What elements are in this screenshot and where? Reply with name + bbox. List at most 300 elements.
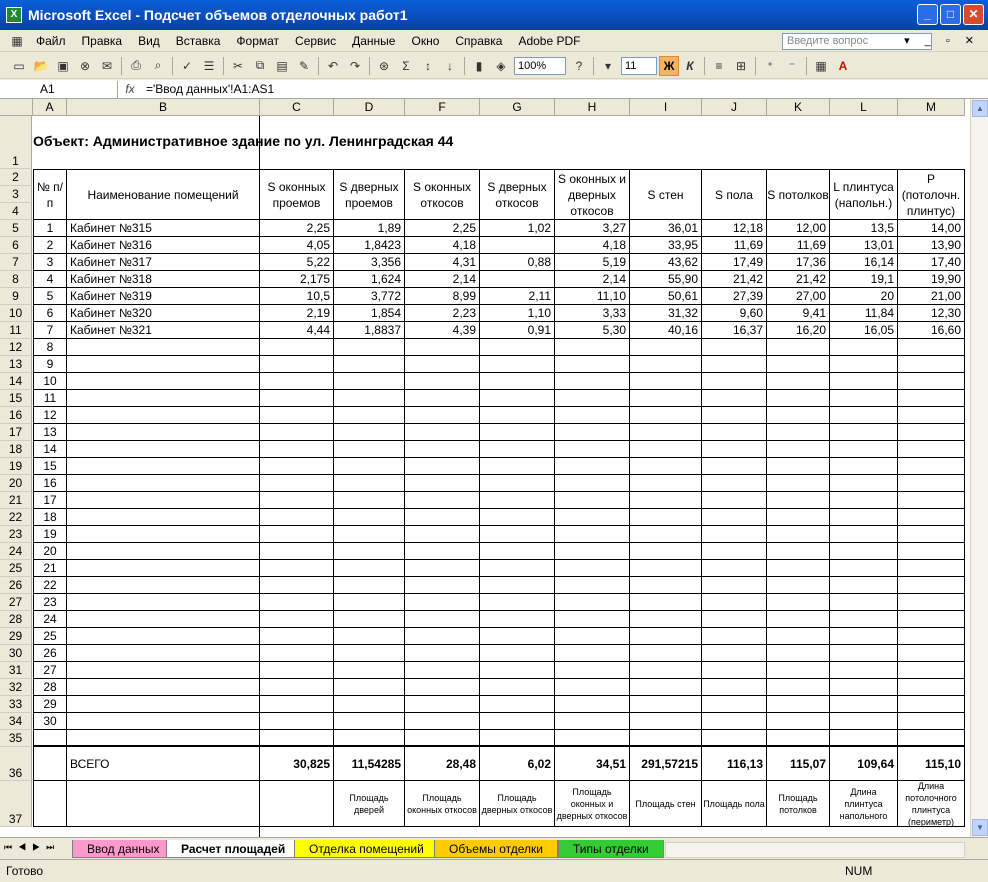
name-box[interactable]: A1 — [0, 81, 118, 98]
empty-cell[interactable] — [702, 373, 767, 390]
empty-cell[interactable] — [334, 628, 405, 645]
empty-cell[interactable] — [260, 611, 334, 628]
row-header[interactable]: 25 — [0, 560, 32, 577]
empty-cell[interactable] — [702, 730, 767, 747]
empty-cell[interactable] — [405, 373, 480, 390]
empty-cell[interactable] — [480, 611, 555, 628]
minimize-button[interactable]: _ — [917, 4, 938, 25]
column-header[interactable]: B — [67, 99, 260, 116]
empty-cell[interactable] — [702, 475, 767, 492]
row-header[interactable]: 35 — [0, 730, 32, 747]
empty-cell[interactable] — [67, 645, 260, 662]
empty-cell[interactable] — [260, 662, 334, 679]
empty-cell[interactable] — [767, 458, 830, 475]
empty-cell[interactable] — [630, 713, 702, 730]
row-header[interactable]: 26 — [0, 577, 32, 594]
data-cell[interactable]: 3,27 — [555, 220, 630, 237]
data-cell[interactable]: 31,32 — [630, 305, 702, 322]
empty-cell[interactable] — [898, 560, 965, 577]
empty-cell[interactable] — [767, 356, 830, 373]
empty-cell[interactable] — [334, 458, 405, 475]
empty-cell[interactable] — [405, 441, 480, 458]
empty-cell[interactable] — [767, 679, 830, 696]
font-color-icon[interactable]: A — [838, 58, 848, 73]
menu-edit[interactable]: Правка — [81, 33, 123, 48]
empty-cell[interactable] — [898, 662, 965, 679]
empty-cell[interactable] — [480, 696, 555, 713]
menu-view[interactable]: Вид — [138, 33, 160, 48]
empty-cell[interactable] — [260, 730, 334, 747]
row-number-cell[interactable]: 28 — [33, 679, 67, 696]
menu-help[interactable]: Справка — [455, 33, 503, 48]
empty-cell[interactable] — [260, 526, 334, 543]
row-header[interactable]: 16 — [0, 407, 32, 424]
empty-cell[interactable] — [702, 662, 767, 679]
note-cell[interactable]: Площадь оконных и дверных откосов — [555, 781, 630, 827]
empty-cell[interactable] — [555, 662, 630, 679]
data-cell[interactable]: 43,62 — [630, 254, 702, 271]
data-cell[interactable]: Кабинет №315 — [67, 220, 260, 237]
copy-icon[interactable]: ⧉ — [255, 58, 265, 72]
row-number-cell[interactable]: 11 — [33, 390, 67, 407]
empty-cell[interactable] — [334, 526, 405, 543]
empty-cell[interactable] — [480, 713, 555, 730]
data-cell[interactable]: 7 — [33, 322, 67, 339]
data-cell[interactable]: 50,61 — [630, 288, 702, 305]
empty-cell[interactable] — [898, 356, 965, 373]
empty-cell[interactable] — [767, 390, 830, 407]
empty-cell[interactable] — [480, 356, 555, 373]
data-cell[interactable]: 1,10 — [480, 305, 555, 322]
column-header[interactable]: D — [334, 99, 405, 116]
data-cell[interactable]: 0,88 — [480, 254, 555, 271]
empty-cell[interactable] — [480, 594, 555, 611]
empty-cell[interactable] — [702, 407, 767, 424]
empty-cell[interactable] — [480, 475, 555, 492]
column-header[interactable]: J — [702, 99, 767, 116]
empty-cell[interactable] — [767, 560, 830, 577]
decrease-decimal-icon[interactable]: ⁻ — [788, 58, 796, 73]
empty-cell[interactable] — [260, 628, 334, 645]
row-header[interactable]: 31 — [0, 662, 32, 679]
column-header[interactable]: C — [260, 99, 334, 116]
empty-cell[interactable] — [702, 390, 767, 407]
row-number-cell[interactable]: 14 — [33, 441, 67, 458]
empty-cell[interactable] — [260, 475, 334, 492]
empty-cell[interactable] — [830, 713, 898, 730]
empty-cell[interactable] — [480, 424, 555, 441]
note-cell[interactable]: Площадь дверей — [334, 781, 405, 827]
undo-icon[interactable]: ↶ — [327, 58, 339, 73]
total-cell[interactable]: 291,57215 — [630, 747, 702, 781]
empty-cell[interactable] — [260, 594, 334, 611]
empty-cell[interactable] — [630, 339, 702, 356]
data-cell[interactable]: 1,02 — [480, 220, 555, 237]
data-cell[interactable]: 13,5 — [830, 220, 898, 237]
data-cell[interactable]: 1,8837 — [334, 322, 405, 339]
empty-cell[interactable] — [555, 373, 630, 390]
row-header[interactable]: 7 — [0, 254, 32, 271]
drawing-icon[interactable]: ◈ — [496, 58, 506, 73]
menu-file[interactable]: Файл — [36, 33, 66, 48]
menu-format[interactable]: Формат — [236, 33, 280, 48]
empty-cell[interactable] — [767, 696, 830, 713]
note-cell[interactable] — [67, 781, 260, 827]
empty-cell[interactable] — [334, 594, 405, 611]
menu-insert[interactable]: Вставка — [175, 33, 221, 48]
data-cell[interactable]: 17,49 — [702, 254, 767, 271]
data-cell[interactable]: 4,39 — [405, 322, 480, 339]
empty-cell[interactable] — [830, 458, 898, 475]
empty-cell[interactable] — [830, 628, 898, 645]
empty-cell[interactable] — [555, 407, 630, 424]
data-cell[interactable]: 13,90 — [898, 237, 965, 254]
empty-cell[interactable] — [830, 526, 898, 543]
formula-input[interactable]: ='Ввод данных'!A1:AS1 — [146, 82, 275, 96]
empty-cell[interactable] — [555, 356, 630, 373]
data-cell[interactable]: 27,39 — [702, 288, 767, 305]
empty-cell[interactable] — [480, 526, 555, 543]
empty-cell[interactable] — [630, 611, 702, 628]
column-header[interactable]: K — [767, 99, 830, 116]
data-cell[interactable]: Кабинет №320 — [67, 305, 260, 322]
row-number-cell[interactable]: 26 — [33, 645, 67, 662]
empty-cell[interactable] — [555, 509, 630, 526]
total-label[interactable]: ВСЕГО — [67, 747, 260, 781]
data-cell[interactable]: 4,31 — [405, 254, 480, 271]
empty-cell[interactable] — [702, 713, 767, 730]
empty-cell[interactable] — [480, 373, 555, 390]
empty-cell[interactable] — [630, 577, 702, 594]
row-header[interactable]: 19 — [0, 458, 32, 475]
empty-cell[interactable] — [405, 645, 480, 662]
data-cell[interactable]: 40,16 — [630, 322, 702, 339]
data-cell[interactable]: 4,18 — [555, 237, 630, 254]
empty-cell[interactable] — [67, 628, 260, 645]
empty-cell[interactable] — [334, 492, 405, 509]
empty-cell[interactable] — [767, 509, 830, 526]
font-size-select[interactable]: 11 — [621, 57, 657, 75]
note-cell[interactable]: Длина плинтуса напольного — [830, 781, 898, 827]
empty-cell[interactable] — [830, 645, 898, 662]
data-cell[interactable]: Кабинет №316 — [67, 237, 260, 254]
empty-cell[interactable] — [898, 441, 965, 458]
empty-cell[interactable] — [898, 407, 965, 424]
redo-icon[interactable]: ↷ — [349, 58, 361, 73]
empty-cell[interactable] — [334, 373, 405, 390]
data-cell[interactable]: 3,33 — [555, 305, 630, 322]
empty-cell[interactable] — [630, 407, 702, 424]
row-number-cell[interactable]: 12 — [33, 407, 67, 424]
empty-cell[interactable] — [702, 543, 767, 560]
row-number-cell[interactable]: 13 — [33, 424, 67, 441]
empty-cell[interactable] — [405, 356, 480, 373]
data-cell[interactable]: 20 — [830, 288, 898, 305]
empty-cell[interactable] — [67, 407, 260, 424]
data-cell[interactable]: 1,854 — [334, 305, 405, 322]
empty-cell[interactable] — [702, 509, 767, 526]
data-cell[interactable]: 11,84 — [830, 305, 898, 322]
empty-cell[interactable] — [260, 492, 334, 509]
empty-cell[interactable] — [334, 424, 405, 441]
empty-cell[interactable] — [67, 594, 260, 611]
empty-cell[interactable] — [767, 492, 830, 509]
empty-cell[interactable] — [260, 577, 334, 594]
row-header[interactable]: 2 — [0, 169, 32, 186]
empty-cell[interactable] — [555, 424, 630, 441]
row-header[interactable]: 1 — [0, 116, 32, 169]
empty-cell[interactable] — [260, 645, 334, 662]
spelling-icon[interactable]: ✓ — [181, 58, 193, 73]
row-header[interactable]: 5 — [0, 220, 32, 237]
empty-cell[interactable] — [630, 560, 702, 577]
row-header[interactable]: 14 — [0, 373, 32, 390]
empty-cell[interactable] — [830, 407, 898, 424]
empty-cell[interactable] — [830, 356, 898, 373]
row-header[interactable]: 8 — [0, 271, 32, 288]
empty-cell[interactable] — [480, 509, 555, 526]
empty-cell[interactable] — [334, 713, 405, 730]
empty-cell[interactable] — [830, 577, 898, 594]
empty-cell[interactable] — [67, 339, 260, 356]
research-icon[interactable]: ☰ — [203, 58, 215, 73]
empty-cell[interactable] — [898, 424, 965, 441]
borders-icon[interactable]: ▦ — [815, 58, 827, 73]
empty-cell[interactable] — [480, 628, 555, 645]
empty-cell[interactable] — [630, 373, 702, 390]
empty-cell[interactable] — [67, 492, 260, 509]
total-cell[interactable]: 115,10 — [898, 747, 965, 781]
empty-cell[interactable] — [630, 390, 702, 407]
data-cell[interactable]: 9,41 — [767, 305, 830, 322]
data-cell[interactable]: 19,1 — [830, 271, 898, 288]
data-cell[interactable]: Кабинет №321 — [67, 322, 260, 339]
empty-cell[interactable] — [830, 509, 898, 526]
empty-cell[interactable] — [67, 424, 260, 441]
row-number-cell[interactable]: 8 — [33, 339, 67, 356]
empty-cell[interactable] — [767, 526, 830, 543]
empty-cell[interactable] — [830, 543, 898, 560]
data-cell[interactable]: 12,18 — [702, 220, 767, 237]
row-header[interactable]: 12 — [0, 339, 32, 356]
paste-icon[interactable]: ▤ — [276, 58, 288, 73]
data-cell[interactable]: 5,19 — [555, 254, 630, 271]
row-number-cell[interactable]: 10 — [33, 373, 67, 390]
empty-cell[interactable] — [898, 577, 965, 594]
empty-cell[interactable] — [67, 577, 260, 594]
empty-cell[interactable] — [630, 645, 702, 662]
empty-cell[interactable] — [555, 730, 630, 747]
empty-cell[interactable] — [334, 441, 405, 458]
empty-cell[interactable] — [260, 390, 334, 407]
note-cell[interactable]: Площадь оконных откосов — [405, 781, 480, 827]
close-button[interactable]: ✕ — [963, 4, 984, 25]
empty-cell[interactable] — [67, 730, 260, 747]
note-cell[interactable]: Площадь пола — [702, 781, 767, 827]
empty-cell[interactable] — [67, 356, 260, 373]
empty-cell[interactable] — [334, 356, 405, 373]
empty-cell[interactable] — [830, 679, 898, 696]
row-number-cell[interactable]: 16 — [33, 475, 67, 492]
row-header[interactable]: 18 — [0, 441, 32, 458]
row-header[interactable]: 9 — [0, 288, 32, 305]
row-header[interactable]: 28 — [0, 611, 32, 628]
empty-cell[interactable] — [67, 560, 260, 577]
empty-cell[interactable] — [767, 441, 830, 458]
empty-cell[interactable] — [334, 730, 405, 747]
empty-cell[interactable] — [830, 662, 898, 679]
empty-cell[interactable] — [480, 441, 555, 458]
empty-cell[interactable] — [767, 577, 830, 594]
data-cell[interactable]: 6 — [33, 305, 67, 322]
empty-cell[interactable] — [334, 577, 405, 594]
menu-tools[interactable]: Сервис — [295, 33, 337, 48]
excel-doc-icon[interactable]: ▦ — [11, 33, 23, 48]
empty-cell[interactable] — [480, 339, 555, 356]
empty-cell[interactable] — [555, 679, 630, 696]
empty-cell[interactable] — [767, 645, 830, 662]
empty-cell[interactable] — [260, 679, 334, 696]
empty-cell[interactable] — [767, 662, 830, 679]
empty-cell[interactable] — [767, 373, 830, 390]
empty-cell[interactable] — [630, 458, 702, 475]
empty-cell[interactable] — [555, 696, 630, 713]
empty-cell[interactable] — [555, 611, 630, 628]
data-cell[interactable]: 12,30 — [898, 305, 965, 322]
empty-cell[interactable] — [767, 611, 830, 628]
data-cell[interactable]: 36,01 — [630, 220, 702, 237]
empty-cell[interactable] — [480, 492, 555, 509]
empty-cell[interactable] — [830, 594, 898, 611]
new-icon[interactable]: ▭ — [13, 58, 25, 73]
row-header[interactable]: 33 — [0, 696, 32, 713]
data-cell[interactable]: 2,23 — [405, 305, 480, 322]
empty-cell[interactable] — [702, 560, 767, 577]
chart-wizard-icon[interactable]: ▮ — [475, 58, 483, 73]
empty-cell[interactable] — [767, 424, 830, 441]
row-header[interactable]: 21 — [0, 492, 32, 509]
note-cell[interactable] — [33, 781, 67, 827]
empty-cell[interactable] — [555, 441, 630, 458]
empty-cell[interactable] — [767, 543, 830, 560]
row-number-cell[interactable]: 21 — [33, 560, 67, 577]
note-cell[interactable] — [260, 781, 334, 827]
data-cell[interactable]: 16,20 — [767, 322, 830, 339]
empty-cell[interactable] — [334, 560, 405, 577]
empty-cell[interactable] — [555, 492, 630, 509]
empty-cell[interactable] — [702, 628, 767, 645]
empty-cell[interactable] — [67, 373, 260, 390]
data-cell[interactable] — [480, 237, 555, 254]
empty-cell[interactable] — [630, 679, 702, 696]
empty-cell[interactable] — [67, 611, 260, 628]
data-cell[interactable]: 19,90 — [898, 271, 965, 288]
empty-cell[interactable] — [334, 679, 405, 696]
row-number-cell[interactable]: 23 — [33, 594, 67, 611]
row-header[interactable]: 3 — [0, 186, 32, 203]
empty-cell[interactable] — [767, 594, 830, 611]
empty-cell[interactable] — [555, 339, 630, 356]
empty-cell[interactable] — [702, 526, 767, 543]
print-icon[interactable]: ⎙ — [131, 58, 141, 72]
row-number-cell[interactable]: 18 — [33, 509, 67, 526]
total-cell[interactable]: 11,54285 — [334, 747, 405, 781]
hyperlink-icon[interactable]: ⊛ — [378, 58, 390, 73]
row-header[interactable]: 13 — [0, 356, 32, 373]
empty-cell[interactable] — [33, 730, 67, 747]
data-cell[interactable]: 1,624 — [334, 271, 405, 288]
note-cell[interactable]: Площадь потолков — [767, 781, 830, 827]
autosum-icon[interactable]: Σ — [402, 58, 410, 73]
row-header[interactable]: 37 — [0, 781, 32, 827]
empty-cell[interactable] — [702, 424, 767, 441]
empty-cell[interactable] — [260, 339, 334, 356]
empty-cell[interactable] — [480, 390, 555, 407]
maximize-button[interactable]: □ — [940, 4, 961, 25]
data-cell[interactable]: 4 — [33, 271, 67, 288]
empty-cell[interactable] — [630, 509, 702, 526]
empty-cell[interactable] — [555, 645, 630, 662]
column-header[interactable]: H — [555, 99, 630, 116]
cut-icon[interactable]: ✂ — [232, 58, 244, 73]
row-number-cell[interactable]: 17 — [33, 492, 67, 509]
empty-cell[interactable] — [702, 356, 767, 373]
empty-cell[interactable] — [898, 611, 965, 628]
column-header[interactable]: M — [898, 99, 965, 116]
empty-cell[interactable] — [767, 339, 830, 356]
permission-icon[interactable]: ⊗ — [79, 58, 91, 73]
tab-input-data[interactable]: Ввод данных — [72, 840, 175, 858]
data-cell[interactable]: 3,356 — [334, 254, 405, 271]
empty-cell[interactable] — [898, 645, 965, 662]
empty-cell[interactable] — [830, 560, 898, 577]
empty-cell[interactable] — [67, 713, 260, 730]
empty-cell[interactable] — [334, 662, 405, 679]
empty-cell[interactable] — [405, 696, 480, 713]
row-number-cell[interactable]: 22 — [33, 577, 67, 594]
empty-cell[interactable] — [260, 441, 334, 458]
data-cell[interactable]: 4,05 — [260, 237, 334, 254]
empty-cell[interactable] — [405, 475, 480, 492]
empty-cell[interactable] — [702, 594, 767, 611]
empty-cell[interactable] — [405, 339, 480, 356]
scroll-down-icon[interactable]: ▼ — [972, 819, 988, 836]
data-cell[interactable]: 0,91 — [480, 322, 555, 339]
empty-cell[interactable] — [555, 560, 630, 577]
empty-cell[interactable] — [67, 543, 260, 560]
empty-cell[interactable] — [555, 458, 630, 475]
empty-cell[interactable] — [702, 645, 767, 662]
row-header[interactable]: 23 — [0, 526, 32, 543]
data-cell[interactable]: 5 — [33, 288, 67, 305]
empty-cell[interactable] — [767, 628, 830, 645]
data-cell[interactable]: 21,42 — [702, 271, 767, 288]
align-left-icon[interactable]: ≡ — [715, 58, 723, 73]
empty-cell[interactable] — [405, 424, 480, 441]
empty-cell[interactable] — [334, 407, 405, 424]
empty-cell[interactable] — [830, 424, 898, 441]
empty-cell[interactable] — [830, 373, 898, 390]
empty-cell[interactable] — [67, 662, 260, 679]
total-cell[interactable]: 116,13 — [702, 747, 767, 781]
empty-cell[interactable] — [630, 594, 702, 611]
sort-desc-icon[interactable]: ↓ — [447, 58, 453, 73]
empty-cell[interactable] — [630, 441, 702, 458]
data-cell[interactable]: 2,14 — [555, 271, 630, 288]
empty-cell[interactable] — [555, 543, 630, 560]
empty-cell[interactable] — [898, 543, 965, 560]
empty-cell[interactable] — [555, 526, 630, 543]
